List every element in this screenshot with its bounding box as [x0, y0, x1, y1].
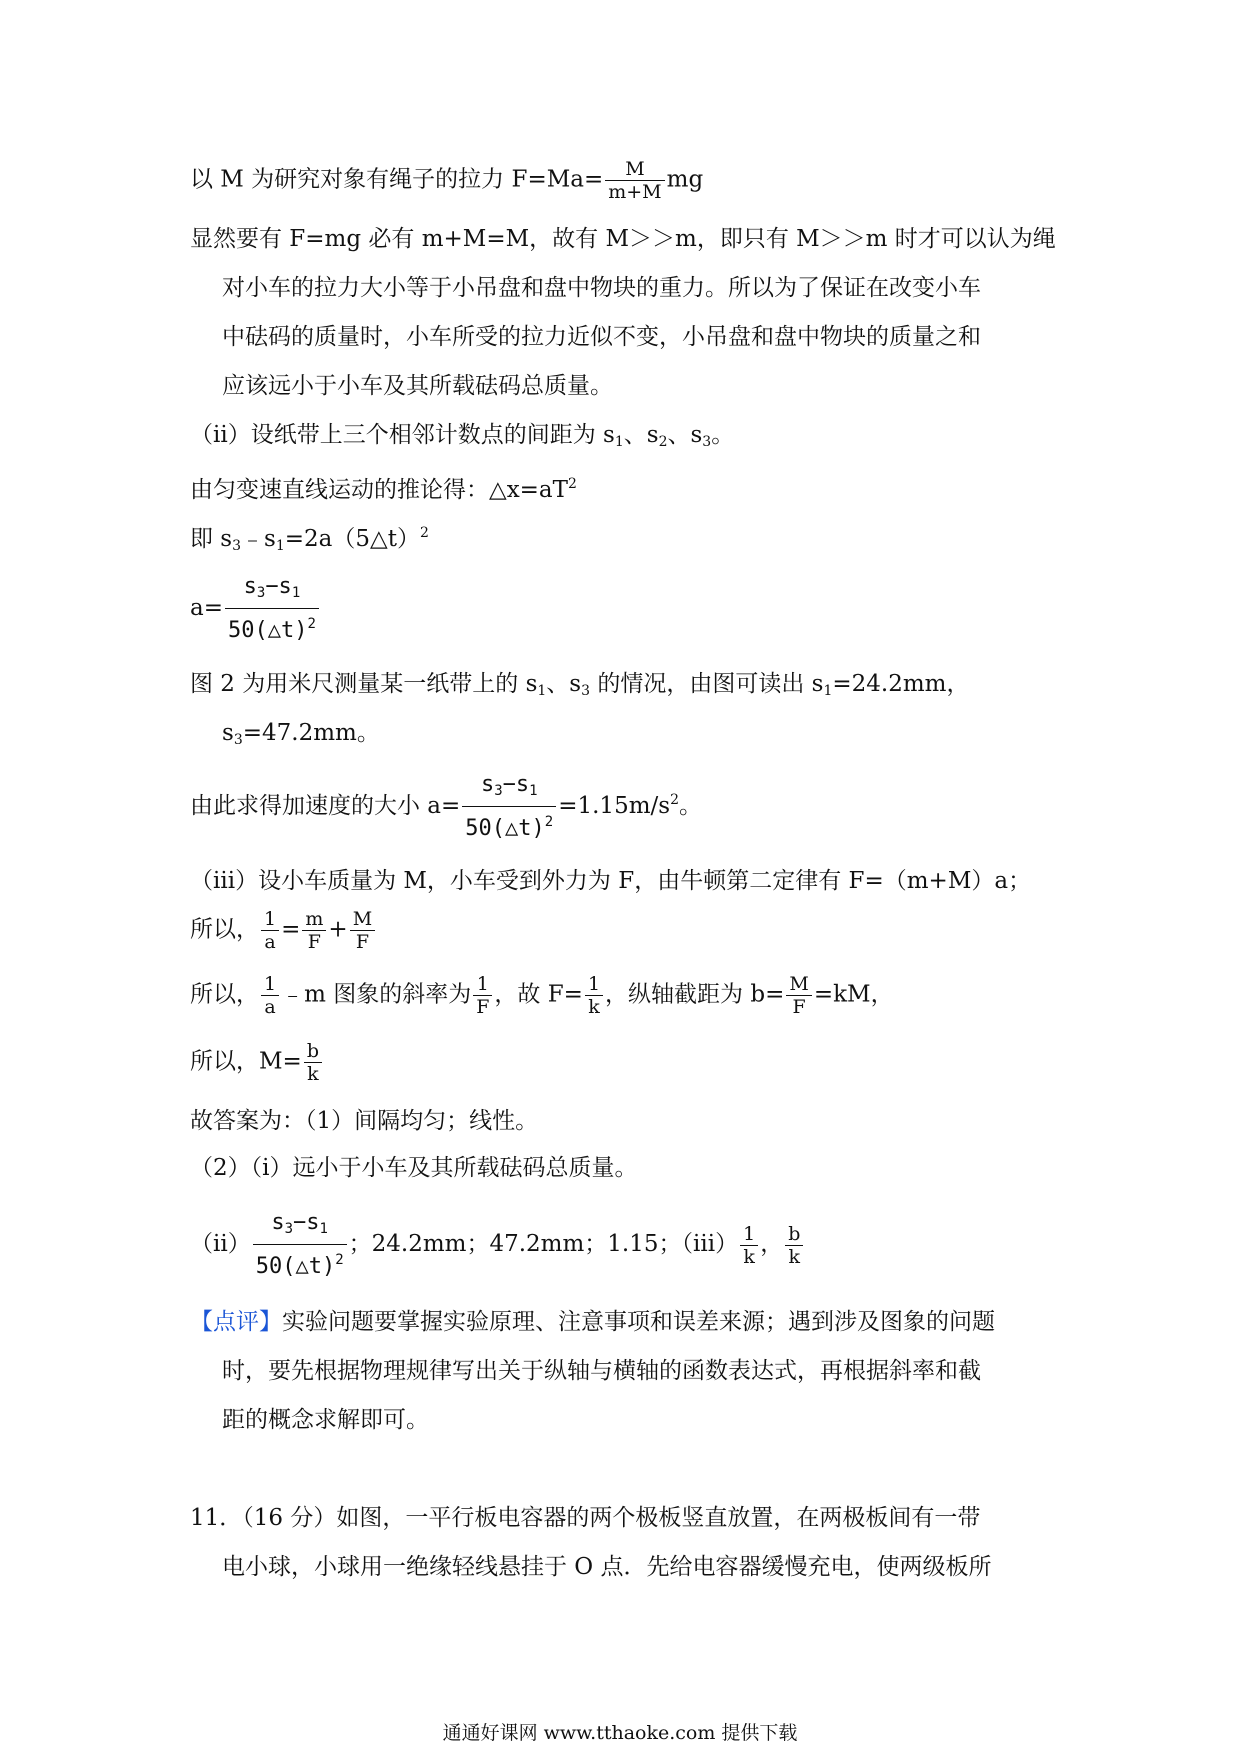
- answer-line: （2）（i）远小于小车及其所载砝码总质量。: [190, 1155, 638, 1181]
- paragraph-line: 对小车的拉力大小等于小吊盘和盘中物块的重力。所以为了保证在改变小车: [222, 275, 981, 301]
- text-line: （ii）设纸带上三个相邻计数点的间距为 $s_1$、$s_2$、$s_3$。: [190, 422, 735, 450]
- comment-line: 【点评】实验问题要掌握实验原理、注意事项和误差来源；遇到涉及图象的问题: [190, 1309, 995, 1335]
- comment-line: 距的概念求解即可。: [222, 1407, 429, 1433]
- formula-line: 所以，M= $\frac{b}{k}$: [190, 1040, 324, 1085]
- question-line: 11．（16 分）如图，一平行板电容器的两个极板竖直放置，在两极板间有一带: [190, 1505, 981, 1531]
- answer-line: 故答案为：（1）间隔均匀；线性。: [190, 1108, 539, 1134]
- formula-line: 所以， $\frac{1}{a}$ ﹣m 图象的斜率为 $\frac{1}{F}$ ，故 F= $\frac{1}{k}$ ，纵轴截距为 b= $\frac{M}{F}$ =kM，: [190, 973, 894, 1018]
- question-line: 电小球，小球用一绝缘轻线悬挂于 O 点．先给电容器缓慢充电，使两级板所: [222, 1554, 992, 1580]
- comment-tag: 【点评】: [190, 1309, 282, 1335]
- text-line: 以 M 为研究对象有绳子的拉力 F=Ma= $\frac{M}{m+M}$ mg: [190, 158, 704, 203]
- text-line: $s_3=47.2mm$。: [222, 720, 380, 748]
- answer-line: （ii） $\frac{s_3-s_1}{50(\triangle t)^2}$ ；24.2mm；47.2mm；1.15；（iii） $\frac{1}{k}$ ， $\frac{b}{k}$: [190, 1208, 805, 1282]
- text-line: 即 $s_3﹣s_1=2a(5\triangle t)^2$: [190, 525, 429, 554]
- formula-line: 由此求得加速度的大小 a= $\frac{s_3-s_1}{50(\triangle t)^2}$ $=1.15m/s^2$。: [190, 772, 702, 841]
- text-line: （iii）设小车质量为 M，小车受到外力为 F，由牛顿第二定律有 F=（m+M）a；: [190, 868, 1032, 894]
- formula-line: a= $\frac{s_3-s_1}{50(\triangle t)^2}$: [190, 572, 321, 646]
- text-line: 由匀变速直线运动的推论得：$\triangle x=aT^2$: [190, 476, 577, 503]
- comment-line: 时，要先根据物理规律写出关于纵轴与横轴的函数表达式，再根据斜率和截: [222, 1358, 981, 1384]
- page-footer: 通通好课网 www.tthaoke.com 提供下载: [442, 1722, 798, 1744]
- paragraph-line: 显然要有 F=mg 必有 m+M=M，故有 M＞＞m，即只有 M＞＞m 时才可以认为绳: [190, 226, 1056, 252]
- paragraph-line: 中砝码的质量时，小车所受的拉力近似不变，小吊盘和盘中物块的质量之和: [222, 324, 981, 350]
- paragraph-line: 应该远小于小车及其所载砝码总质量。: [222, 373, 613, 399]
- formula-line: 所以， $\frac{1}{a}$ = $\frac{m}{F}$ + $\frac{M}{F}$: [190, 908, 377, 953]
- text-line: 图 2 为用米尺测量某一纸带上的 $s_1$、$s_3$ 的情况，由图可读出 $s_1=24.2mm$，: [190, 671, 970, 699]
